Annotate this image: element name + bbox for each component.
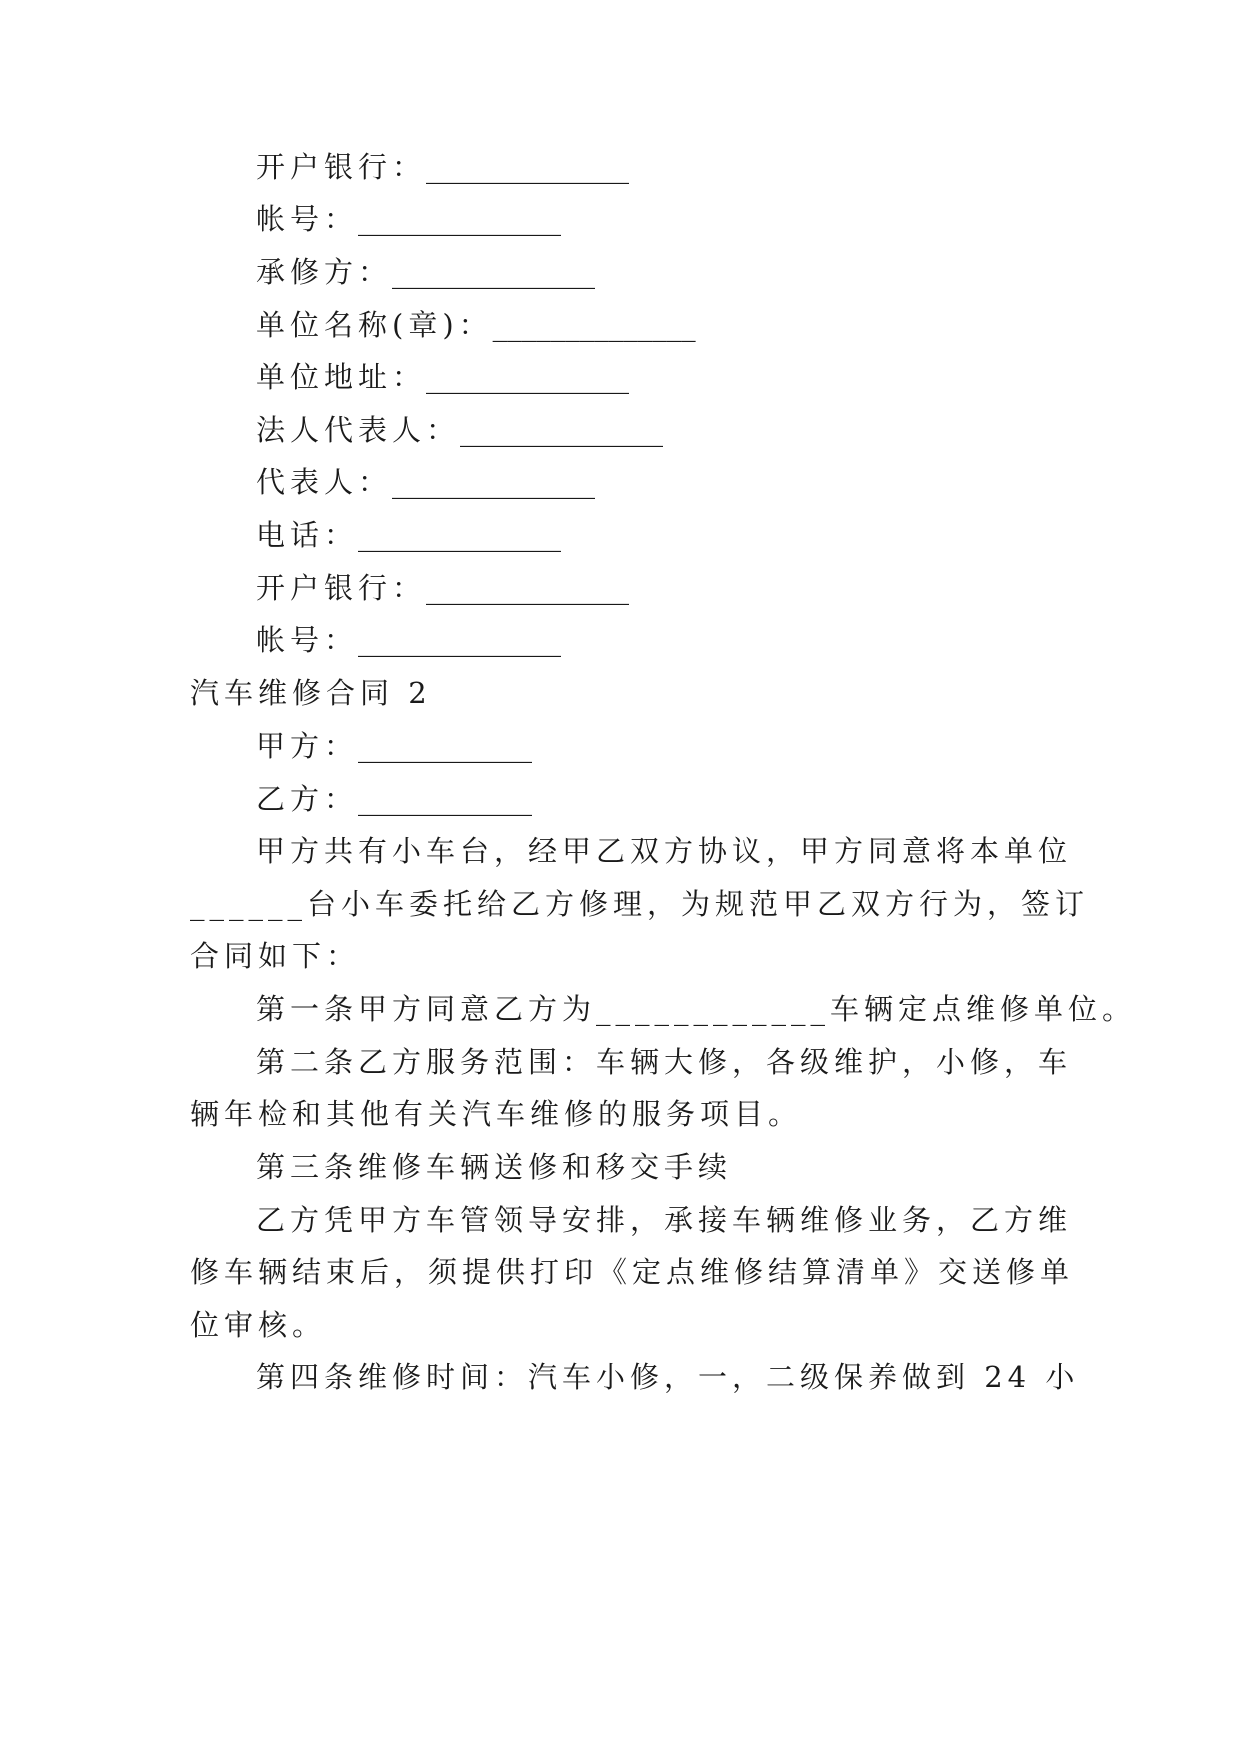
paragraph-line: ______台小车委托给乙方修理，为规范甲乙双方行为，签订 xyxy=(190,887,1090,921)
blank-line: ______________ xyxy=(426,360,630,394)
field-label: 帐号： xyxy=(256,623,359,657)
field-legal-rep xyxy=(256,410,663,450)
paragraph-line: 第二条乙方服务范围：车辆大修，各级维护，小修，车 xyxy=(256,1045,1073,1079)
field-label: 代表人： xyxy=(256,465,393,499)
blank-line: ______________ xyxy=(358,518,562,552)
field-label: 承修方： xyxy=(256,255,393,289)
field-label: 开户银行： xyxy=(256,150,427,184)
paragraph-line: 甲方共有小车台，经甲乙双方协议，甲方同意将本单位 xyxy=(256,834,1073,868)
field-bank xyxy=(256,147,629,187)
field-account xyxy=(256,199,561,239)
article-3-title: 第三条维修车辆送修和移交手续 xyxy=(256,1150,733,1184)
field-unit-name xyxy=(256,305,696,345)
field-label: 甲方： xyxy=(256,729,359,763)
blank-line: ______________ xyxy=(392,465,596,499)
field-account-2 xyxy=(256,620,561,660)
blank-line: ______________ xyxy=(460,413,664,447)
blank-line: ______________ xyxy=(426,571,630,605)
paragraph-line: 修车辆结束后，须提供打印《定点维修结算清单》交送修单 xyxy=(190,1255,1075,1289)
article-4: 第四条维修时间：汽车小修，一，二级保养做到 24 小 xyxy=(256,1360,1080,1394)
field-party-b xyxy=(256,779,532,819)
blank-line: ______________ xyxy=(358,202,562,236)
paragraph-line: 乙方凭甲方车管领导安排，承接车辆维修业务，乙方维 xyxy=(256,1203,1073,1237)
field-label: 法人代表人： xyxy=(256,413,461,447)
blank-line: ____________ xyxy=(358,782,533,816)
article-1: 第一条甲方同意乙方为____________车辆定点维修单位。 xyxy=(256,992,1137,1026)
blank-line: ______________ xyxy=(392,255,596,289)
field-phone xyxy=(256,515,561,555)
field-party-a xyxy=(256,726,532,766)
blank-line: ______________ xyxy=(426,150,630,184)
field-label: 单位名称(章)： xyxy=(256,308,493,342)
field-label: 帐号： xyxy=(256,202,359,236)
field-contractor xyxy=(256,252,595,292)
paragraph-line: 合同如下： xyxy=(190,939,361,973)
blank-line: ______________ xyxy=(358,623,562,657)
blank-line: ____________ xyxy=(358,729,533,763)
field-label: 开户银行： xyxy=(256,571,427,605)
section-title: 汽车维修合同 2 xyxy=(190,676,432,710)
field-bank-2 xyxy=(256,568,629,608)
paragraph-line: 位审核。 xyxy=(190,1308,327,1342)
blank-line: ______________ xyxy=(492,308,696,342)
field-label: 单位地址： xyxy=(256,360,427,394)
field-unit-address xyxy=(256,357,629,397)
paragraph-line: 辆年检和其他有关汽车维修的服务项目。 xyxy=(190,1097,803,1131)
field-label: 电话： xyxy=(256,518,359,552)
field-representative xyxy=(256,462,595,502)
field-label: 乙方： xyxy=(256,782,359,816)
